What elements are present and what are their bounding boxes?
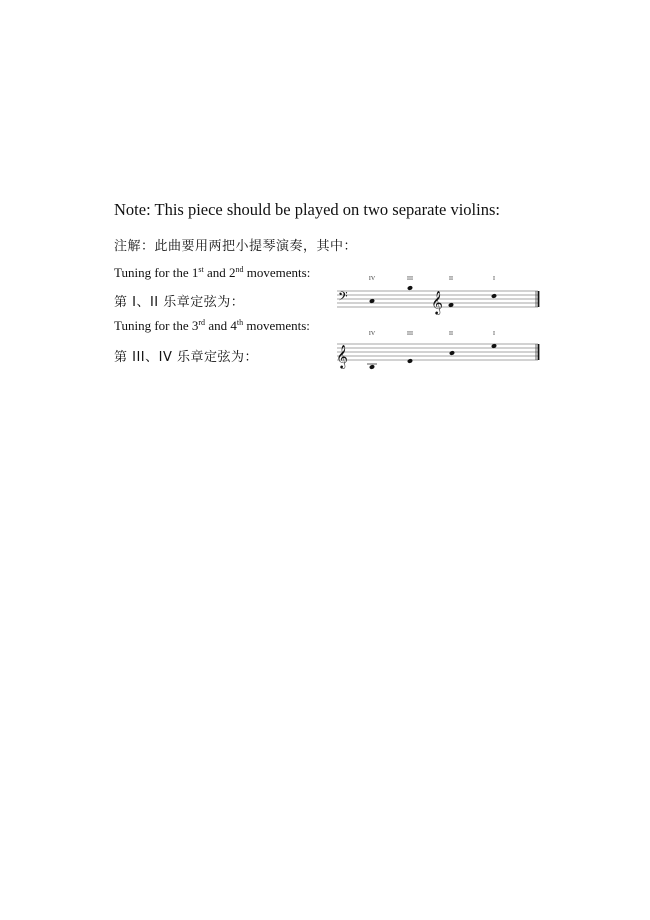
tuning-2-text-b: and 4: [205, 318, 237, 333]
note-i: [491, 293, 497, 299]
string-label-ii: II: [449, 331, 453, 337]
note-iii: [407, 358, 413, 364]
bass-clef-icon: 𝄢: [338, 289, 348, 307]
tuning-1-label: [114, 265, 310, 281]
tuning-2-sup-a: rd: [198, 318, 206, 327]
string-label-i: I: [493, 276, 495, 282]
tuning-1-text-a: Tuning for the 1: [114, 265, 199, 280]
string-label-iii: III: [407, 331, 413, 337]
tuning-1-text-b: and 2: [203, 265, 236, 280]
string-label-i: I: [493, 331, 495, 337]
tuning-2-text-c: movements:: [243, 318, 310, 333]
note-iii: [407, 285, 413, 291]
tuning-2-label: [114, 318, 310, 334]
treble-clef-icon: 𝄞: [336, 344, 348, 368]
tuning-1-sup-b: nd: [235, 265, 244, 274]
tuning-2-text-a: Tuning for the 3: [114, 318, 199, 333]
note-iv: [369, 364, 375, 370]
tuning-2-sup-b: th: [236, 318, 244, 327]
note-chinese: 注解：此曲要用两把小提琴演奏，其中：: [114, 239, 358, 254]
string-label-iv: IV: [368, 276, 376, 282]
treble-clef-icon: 𝄞: [431, 290, 443, 314]
note-english: Note: This piece should be played on two separate violins:: [114, 200, 500, 219]
tuning-1-chinese: 第 I、II 乐章定弦为：: [114, 295, 245, 310]
string-label-ii: II: [449, 276, 453, 282]
string-label-iv: IV: [368, 331, 376, 337]
tuning-2-staff: [330, 325, 550, 380]
note-ii: [449, 350, 455, 356]
tuning-1-text-c: movements:: [243, 265, 311, 280]
tuning-1-sup-a: st: [198, 265, 204, 274]
tuning-2-chinese: 第 III、IV 乐章定弦为：: [114, 350, 258, 365]
tuning-1-staff: [330, 270, 550, 320]
string-label-iii: III: [407, 276, 413, 282]
